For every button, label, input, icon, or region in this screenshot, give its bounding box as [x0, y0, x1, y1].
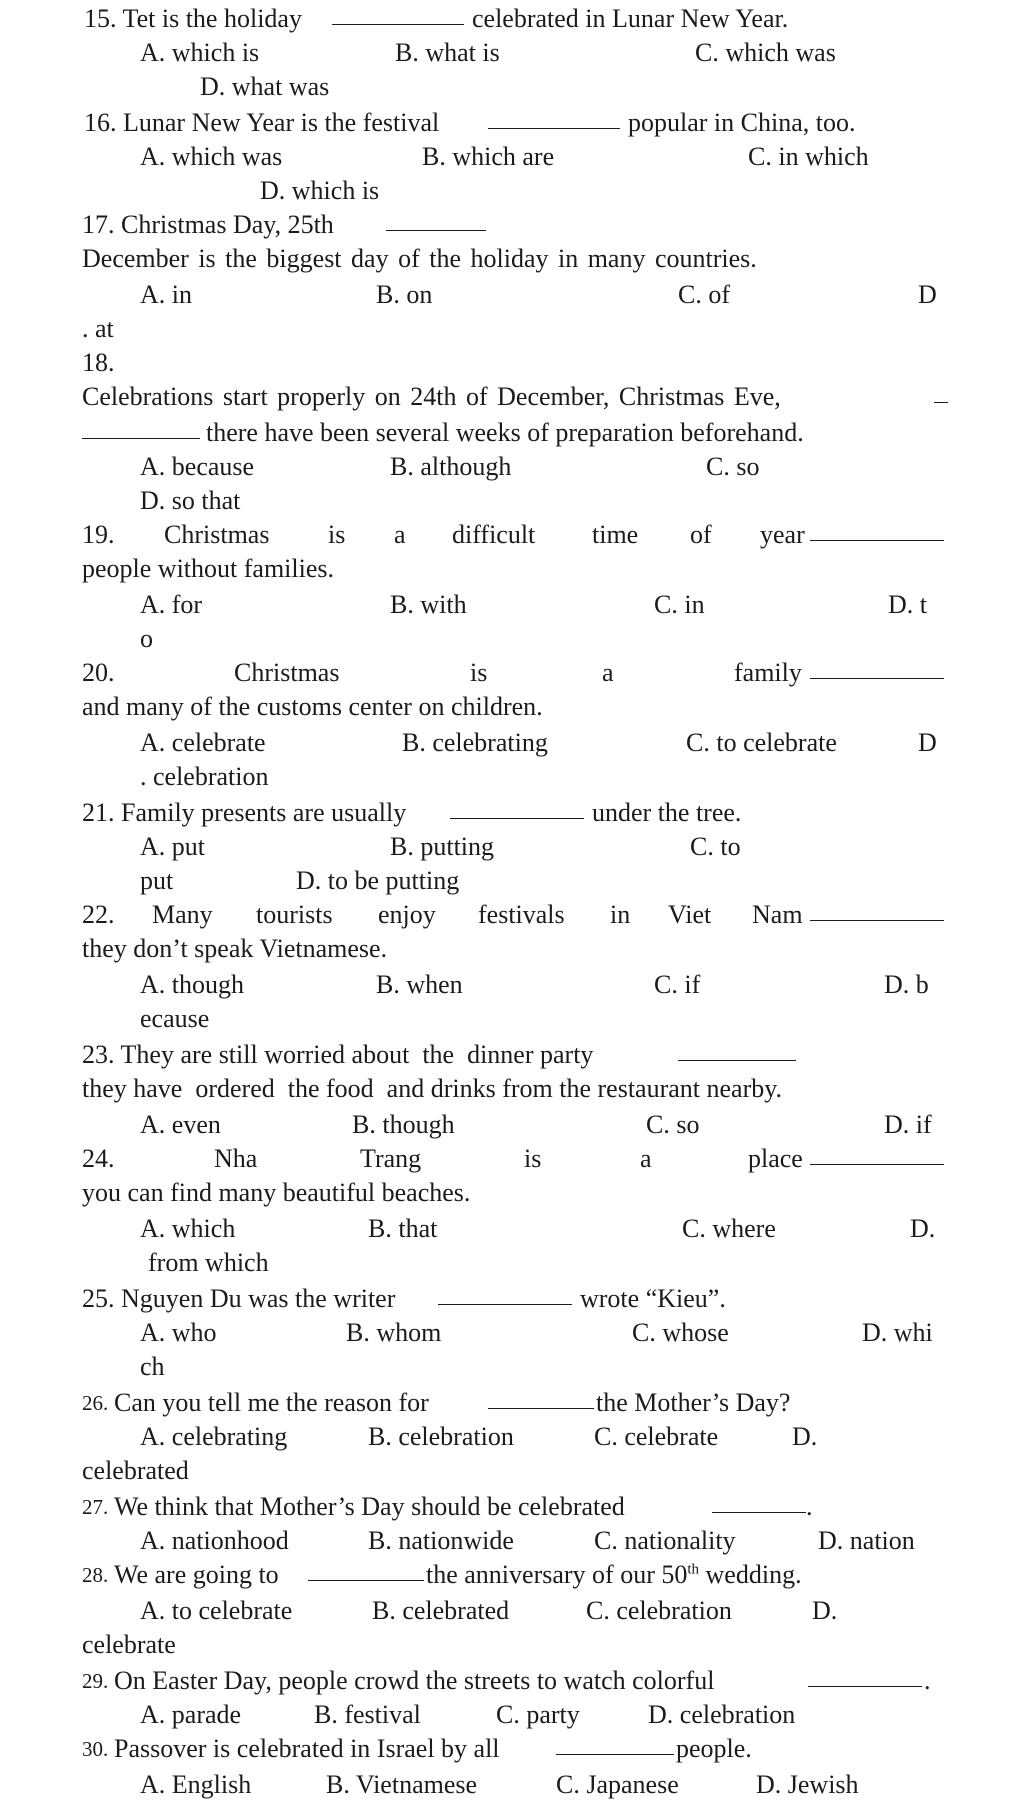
question-25 — [0, 1282, 1024, 1316]
stem-word: tourists — [256, 900, 333, 929]
option-b: B. when — [376, 970, 463, 999]
option-a: A. which is — [140, 38, 260, 67]
option-c: C. which was — [695, 38, 836, 67]
answer-blank — [488, 106, 620, 129]
options-16-cont — [0, 174, 1024, 208]
option-b: B. what is — [395, 38, 500, 67]
options-28-cont — [0, 1628, 1024, 1662]
question-24-cont — [0, 1176, 1024, 1210]
question-stem-end: popular in China, too. — [628, 108, 856, 137]
stem-word: place — [748, 1144, 803, 1173]
option-d: D. t — [888, 590, 927, 619]
option-c: C. if — [654, 970, 701, 999]
question-18-cont — [0, 416, 1024, 450]
question-26 — [0, 1386, 1024, 1420]
options-23 — [0, 1108, 1024, 1142]
option-d: D. whi — [862, 1318, 933, 1347]
answer-blank — [488, 1386, 594, 1409]
question-21 — [0, 796, 1024, 830]
stem-word: of — [690, 520, 712, 549]
option-a: A. which was — [140, 142, 283, 171]
question-stem-end: people. — [676, 1734, 752, 1763]
stem-word: family — [734, 658, 802, 687]
options-19-cont — [0, 622, 1024, 656]
question-29 — [0, 1664, 1024, 1698]
question-20 — [0, 656, 1024, 690]
question-stem: Can you tell me the reason for — [114, 1388, 429, 1417]
stem-word: in — [610, 900, 631, 929]
stem-word: Viet — [668, 900, 712, 929]
option-d: D. what was — [200, 72, 330, 101]
stem-word: Trang — [360, 1144, 422, 1173]
options-20 — [0, 726, 1024, 760]
question-stem-end: you can find many beautiful beaches. — [82, 1178, 471, 1207]
options-17 — [0, 278, 1024, 312]
option-c: C. to celebrate — [686, 728, 837, 757]
option-d: D. — [910, 1214, 936, 1243]
options-26 — [0, 1420, 1024, 1454]
answer-blank — [810, 1142, 944, 1165]
option-c: C. to — [690, 832, 741, 861]
options-21 — [0, 830, 1024, 864]
question-number: 22. — [82, 900, 115, 929]
options-29 — [0, 1698, 1024, 1732]
options-17-cont — [0, 312, 1024, 346]
option-b: B. nationwide — [368, 1526, 514, 1555]
question-22-cont — [0, 932, 1024, 966]
answer-blank — [810, 518, 944, 541]
answer-blank — [934, 380, 948, 403]
option-d: D. celebration — [648, 1700, 796, 1729]
option-c: C. of — [678, 280, 730, 309]
option-b: B. putting — [390, 832, 495, 861]
question-17-cont — [0, 242, 1024, 276]
ordinal-suffix: th — [687, 1561, 700, 1578]
options-18 — [0, 450, 1024, 484]
option-a: A. even — [140, 1110, 221, 1139]
stem-word: a — [602, 658, 614, 687]
question-stem: We are going to — [114, 1560, 279, 1589]
question-number: 15. — [84, 4, 117, 33]
options-22 — [0, 968, 1024, 1002]
answer-blank — [678, 1038, 796, 1061]
question-stem-end: the anniversary of our 50 — [426, 1560, 688, 1589]
question-stem-end: wrote “Kieu”. — [580, 1284, 726, 1313]
option-d-cont: celebrate — [82, 1630, 176, 1659]
option-b: B. festival — [314, 1700, 421, 1729]
question-number: 26. — [82, 1391, 109, 1415]
question-28 — [0, 1558, 1024, 1592]
question-stem-end: the Mother’s Day? — [596, 1388, 791, 1417]
answer-blank — [556, 1732, 674, 1755]
question-23 — [0, 1038, 1024, 1072]
option-a: A. because — [140, 452, 255, 481]
option-c: C. where — [682, 1214, 776, 1243]
question-15 — [0, 2, 1024, 36]
question-number: 19. — [82, 520, 115, 549]
option-c: C. whose — [632, 1318, 729, 1347]
question-18-stem — [0, 380, 1024, 414]
stem-word: a — [640, 1144, 652, 1173]
question-stem: Christmas Day, 25th — [121, 210, 334, 239]
question-stem: On Easter Day, people crowd the streets to watch colorful — [114, 1666, 715, 1695]
question-number: 18. — [82, 348, 115, 377]
option-a: A. parade — [140, 1700, 242, 1729]
option-d: D — [918, 280, 937, 309]
stem-word: difficult — [452, 520, 536, 549]
option-b: B. that — [368, 1214, 438, 1243]
question-number: 20. — [82, 658, 115, 687]
option-b: B. celebrating — [402, 728, 548, 757]
question-stem: Passover is celebrated in Israel by all — [114, 1734, 500, 1763]
question-stem-end: people without families. — [82, 554, 335, 583]
question-16 — [0, 106, 1024, 140]
question-number: 28. — [82, 1563, 109, 1587]
option-d: D — [918, 728, 937, 757]
question-number: 25. — [82, 1284, 115, 1313]
answer-blank — [810, 656, 944, 679]
question-27 — [0, 1490, 1024, 1524]
question-19-cont — [0, 552, 1024, 586]
option-d: D. — [792, 1422, 818, 1451]
options-15 — [0, 36, 1024, 70]
option-a: A. for — [140, 590, 203, 619]
option-b: B. with — [390, 590, 467, 619]
answer-blank — [332, 2, 464, 25]
option-c: C. in — [654, 590, 705, 619]
stem-word: is — [328, 520, 346, 549]
stem-word: Nam — [752, 900, 803, 929]
options-20-cont — [0, 760, 1024, 794]
question-22 — [0, 898, 1024, 932]
question-stem-end: . — [806, 1492, 813, 1521]
stem-word: Nha — [214, 1144, 258, 1173]
options-27 — [0, 1524, 1024, 1558]
question-stem: They are still worried about the dinner party — [120, 1040, 594, 1069]
stem-word: enjoy — [378, 900, 436, 929]
question-stem-end: and many of the customs center on children. — [82, 692, 543, 721]
stem-word: Christmas — [234, 658, 340, 687]
option-a: A. to celebrate — [140, 1596, 293, 1625]
answer-blank — [308, 1558, 424, 1581]
question-stem-tail: wedding. — [699, 1560, 802, 1589]
option-b: B. celebration — [368, 1422, 514, 1451]
option-c: C. in which — [748, 142, 869, 171]
option-d: D. — [812, 1596, 838, 1625]
options-25-cont — [0, 1350, 1024, 1384]
question-17 — [0, 208, 1024, 242]
question-stem-end: December is the biggest day of the holiday in many countries. — [82, 244, 757, 273]
options-16 — [0, 140, 1024, 174]
options-28 — [0, 1594, 1024, 1628]
options-24-cont — [0, 1246, 1024, 1280]
question-number: 23. — [82, 1040, 115, 1069]
question-number: 17. — [82, 210, 115, 239]
options-26-cont — [0, 1454, 1024, 1488]
answer-blank — [810, 898, 944, 921]
option-d-cont: ch — [140, 1352, 165, 1381]
option-c: C. celebrate — [594, 1422, 719, 1451]
options-24 — [0, 1212, 1024, 1246]
options-19 — [0, 588, 1024, 622]
question-stem-end: they don’t speak Vietnamese. — [82, 934, 388, 963]
question-number: 30. — [82, 1737, 109, 1761]
option-a: A. who — [140, 1318, 217, 1347]
option-b: B. which are — [422, 142, 555, 171]
option-a: A. though — [140, 970, 244, 999]
option-c: C. so — [706, 452, 760, 481]
options-18-cont — [0, 484, 1024, 518]
question-24 — [0, 1142, 1024, 1176]
option-d: D. to be putting — [296, 866, 460, 895]
option-a: A. English — [140, 1770, 252, 1799]
question-number: 27. — [82, 1495, 109, 1519]
option-b: B. on — [376, 280, 433, 309]
option-d: D. which is — [260, 176, 380, 205]
options-15-cont — [0, 70, 1024, 104]
question-stem: We think that Mother’s Day should be celebrated — [114, 1492, 625, 1521]
answer-blank — [438, 1282, 572, 1305]
question-stem-end: they have ordered the food and drinks from the restaurant nearby. — [82, 1074, 783, 1103]
option-b: B. Vietnamese — [326, 1770, 478, 1799]
option-b: B. celebrated — [372, 1596, 510, 1625]
option-d-cont: . at — [82, 314, 114, 343]
option-d-cont: o — [140, 624, 153, 653]
question-stem: Lunar New Year is the festival — [123, 108, 440, 137]
answer-blank — [712, 1490, 806, 1513]
question-stem: Family presents are usually — [121, 798, 407, 827]
question-stem: Nguyen Du was the writer — [121, 1284, 396, 1313]
option-d: D. so that — [140, 486, 241, 515]
stem-word: Christmas — [164, 520, 270, 549]
stem-word: is — [524, 1144, 542, 1173]
question-19 — [0, 518, 1024, 552]
option-d-cont: celebrated — [82, 1456, 189, 1485]
option-c: C. celebration — [586, 1596, 732, 1625]
options-25 — [0, 1316, 1024, 1350]
option-d-cont: ecause — [140, 1004, 210, 1033]
question-23-cont — [0, 1072, 1024, 1106]
option-a: A. celebrating — [140, 1422, 288, 1451]
option-d: D. nation — [818, 1526, 915, 1555]
answer-blank — [450, 796, 584, 819]
question-stem-end: under the tree. — [592, 798, 742, 827]
answer-blank-cont — [82, 416, 200, 439]
option-a: A. nationhood — [140, 1526, 289, 1555]
option-b: B. though — [352, 1110, 455, 1139]
question-20-cont — [0, 690, 1024, 724]
question-stem: Celebrations start properly on 24th of December, Christmas Eve, — [82, 382, 781, 411]
options-21-cont — [0, 864, 1024, 898]
option-d-cont: from which — [148, 1248, 269, 1277]
option-c: C. Japanese — [556, 1770, 679, 1799]
stem-word: time — [592, 520, 639, 549]
answer-blank — [808, 1664, 922, 1687]
options-22-cont — [0, 1002, 1024, 1036]
question-stem-end: . — [924, 1666, 931, 1695]
option-c-cont: put — [140, 866, 174, 895]
option-a: A. put — [140, 832, 205, 861]
question-stem-end: there have been several weeks of preparation beforehand. — [206, 418, 804, 447]
option-c: C. so — [646, 1110, 700, 1139]
question-stem: Tet is the holiday — [122, 4, 302, 33]
stem-word: year — [760, 520, 805, 549]
question-stem-end: celebrated in Lunar New Year. — [472, 4, 789, 33]
option-d-cont: . celebration — [140, 762, 269, 791]
answer-blank — [386, 208, 486, 231]
stem-word: is — [470, 658, 488, 687]
stem-word: Many — [152, 900, 213, 929]
option-c: C. nationality — [594, 1526, 736, 1555]
question-number: 24. — [82, 1144, 115, 1173]
option-d: D. b — [884, 970, 929, 999]
question-number: 29. — [82, 1669, 109, 1693]
option-c: C. party — [496, 1700, 580, 1729]
question-18 — [0, 346, 1024, 380]
option-d: D. if — [884, 1110, 932, 1139]
option-a: A. celebrate — [140, 728, 266, 757]
question-number: 21. — [82, 798, 115, 827]
stem-word: festivals — [478, 900, 565, 929]
question-30 — [0, 1732, 1024, 1766]
option-d: D. Jewish — [756, 1770, 859, 1799]
question-number: 16. — [84, 108, 117, 137]
option-a: A. in — [140, 280, 192, 309]
option-a: A. which — [140, 1214, 236, 1243]
option-b: B. although — [390, 452, 512, 481]
options-30 — [0, 1768, 1024, 1802]
stem-word: a — [394, 520, 406, 549]
option-b: B. whom — [346, 1318, 442, 1347]
